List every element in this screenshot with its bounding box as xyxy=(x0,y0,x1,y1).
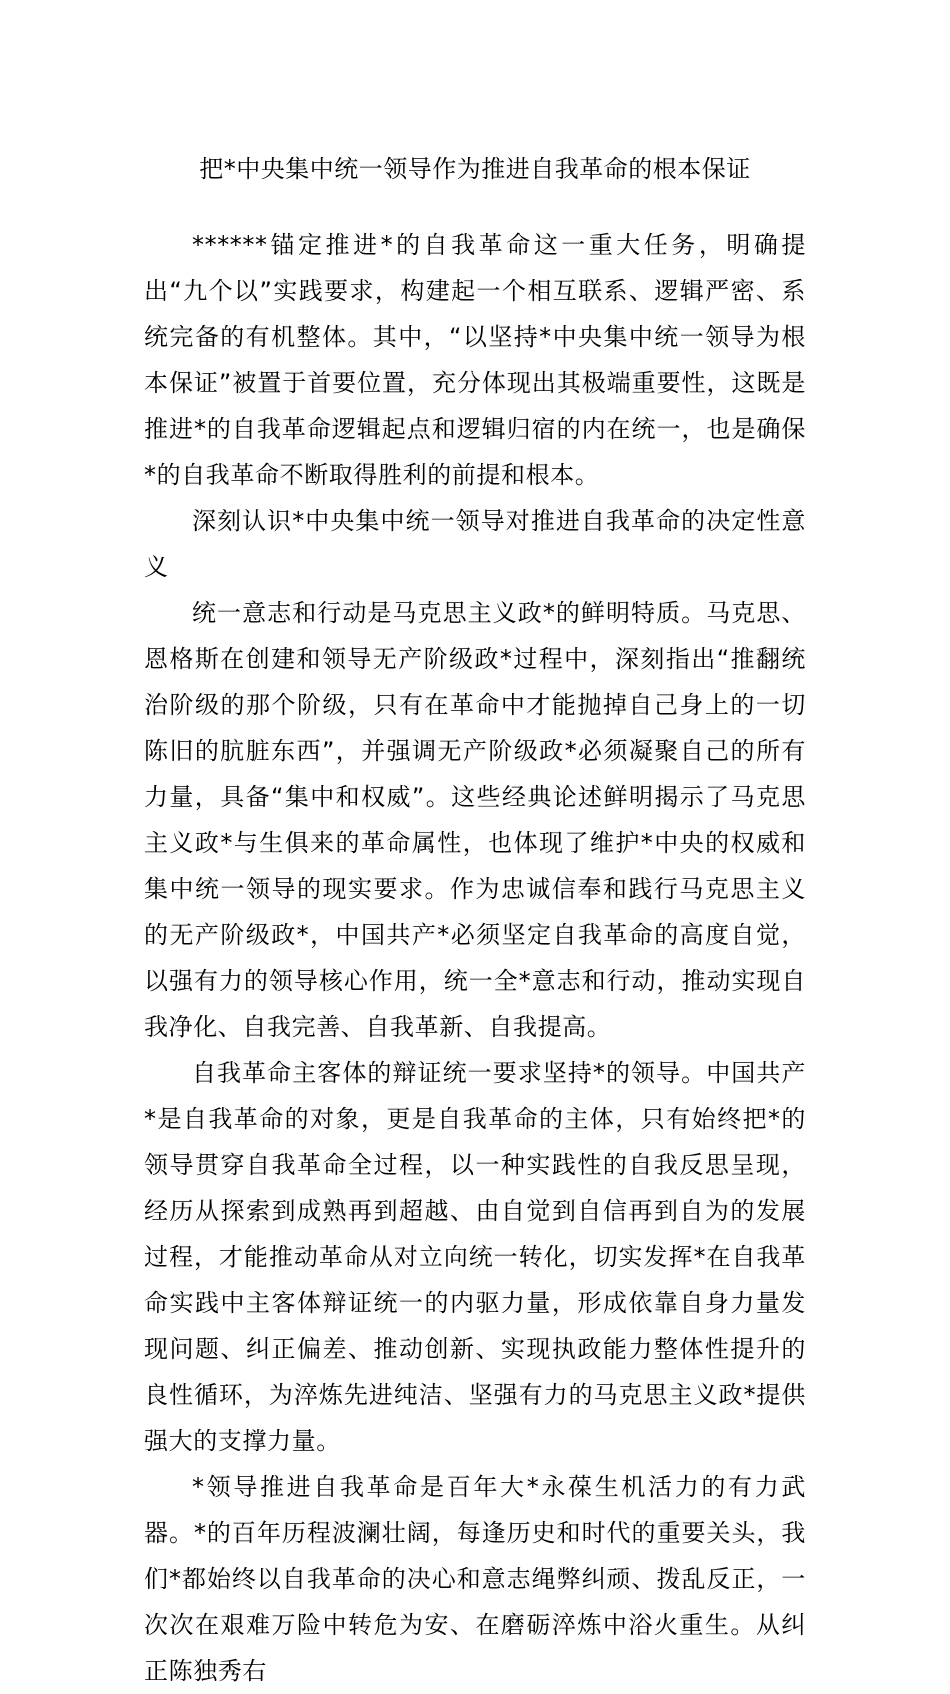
paragraph-subject-object: 自我革命主客体的辩证统一要求坚持*的领导。中国共产*是自我革命的对象，更是自我革命的主体，只有始终把*的领导贯穿自我革命全过程，以一种实践性的自我反思呈现，经历从探索到成熟再到超越、由自觉到自信再到自为的发展过程，才能推动革命从对立向统一转化，切实发挥*在自我革命实践中主客体辩证统一的内驱力量，形成依靠自身力量发现问题、纠正偏差、推动创新、实现执政能力整体性提升的良性循环，为淬炼先进纯洁、坚强有力的马克思主义政*提供强大的支撑力量。 xyxy=(144,1059,806,1455)
paragraph-intro: ******锚定推进*的自我革命这一重大任务，明确提出“九个以”实践要求，构建起一个相互联系、逻辑严密、系统完备的有机整体。其中，“以坚持*中央集中统一领导为根本保证”被置于首要位置，充分体现出其极端重要性，这既是推进*的自我革命逻辑起点和逻辑归宿的内在统一，也是确保*的自我革命不断取得胜利的前提和根本。 xyxy=(144,231,806,489)
document-title: 把*中央集中统一领导作为推进自我革命的根本保证 xyxy=(199,155,751,183)
paragraph-marxism: 统一意志和行动是马克思主义政*的鲜明特质。马克思、恩格斯在创建和领导无产阶级政*过程中，深刻指出“推翻统治阶级的那个阶级，只有在革命中才能抛掉自己身上的一切陈旧的肮脏东西”，并强调无产阶级政*必须凝聚自己的所有力量，具备“集中和权威”。这些经典论述鲜明揭示了马克思主义政*与生俱来的革命属性，也体现了维护*中央的权威和集中统一领导的现实要求。作为忠诚信奉和践行马克思主义的无产阶级政*，中国共产*必须坚定自我革命的高度自觉，以强有力的领导核心作用，统一全*意志和行动，推动实现自我净化、自我完善、自我革新、自我提高。 xyxy=(144,599,806,1041)
section-heading: 深刻认识*中央集中统一领导对推进自我革命的决定性意义 xyxy=(144,507,806,581)
paragraph-century: *领导推进自我革命是百年大*永葆生机活力的有力武器。*的百年历程波澜壮阔，每逢历史和时代的重要关头，我们*都始终以自我革命的决心和意志绳弊纠顽、拨乱反正，一次次在艰难万险中转危为安、在磨砺淬炼中浴火重生。从纠正陈独秀右 xyxy=(144,1473,806,1685)
document-body xyxy=(144,222,806,1694)
